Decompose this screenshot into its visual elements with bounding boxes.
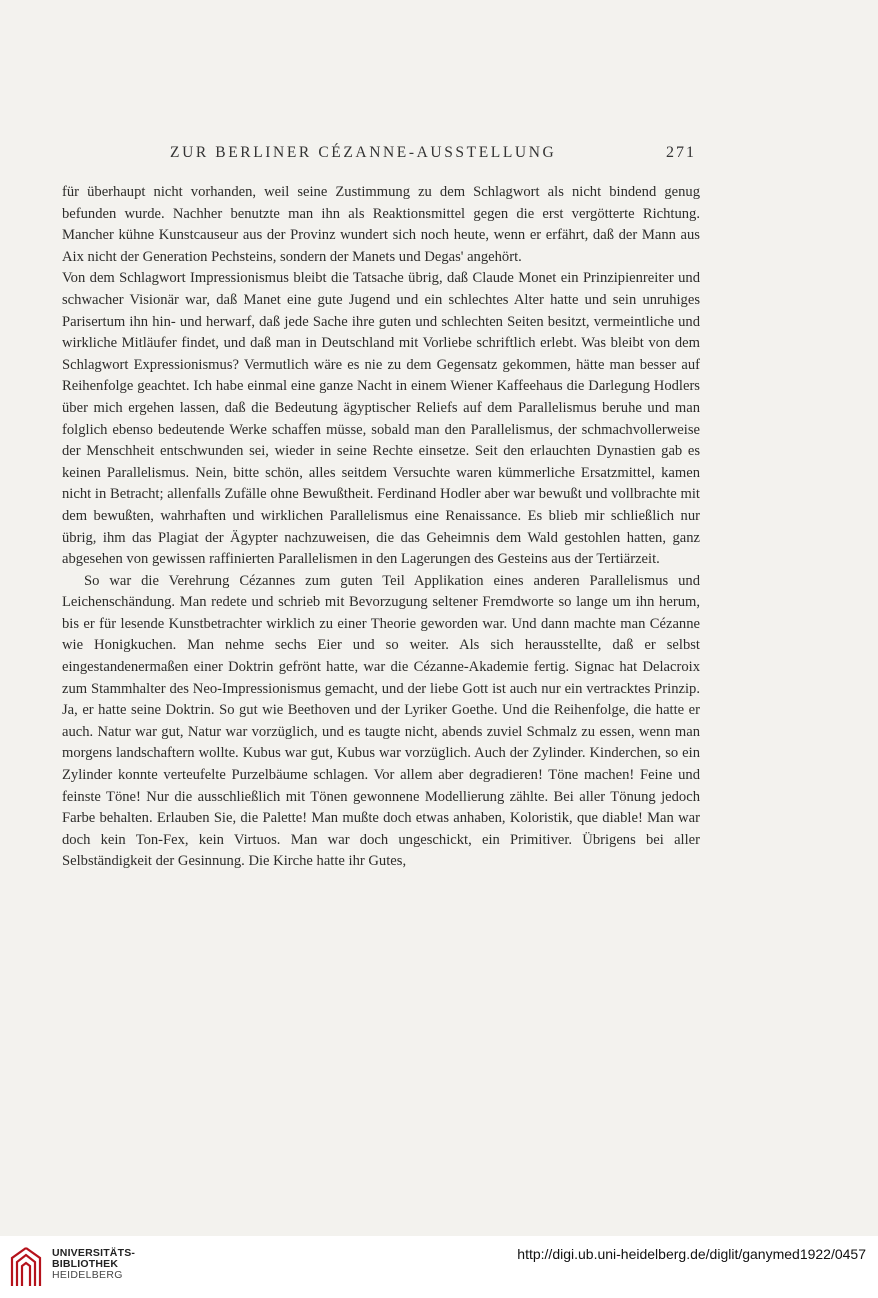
permalink-url[interactable]: http://digi.ub.uni-heidelberg.de/diglit/ganymed1922/0457 [517, 1246, 866, 1262]
page-number: 271 [666, 144, 696, 161]
library-name[interactable] [52, 1248, 135, 1281]
paragraph-1: für überhaupt nicht vorhanden, weil seine Zustimmung zu dem Schlagwort als nicht bindend genug befunden wurde. Nachher benutzte man ihn als Reaktionsmittel gegen die erst vergötterte Richtung. Mancher kühne Kunstcauseur aus der Provinz wundert sich noch heute, wenn er erfährt, daß der Mann aus Aix nicht der Generation Pechsteins, sondern der Manets und Degas' angehört. [62, 184, 700, 265]
paragraph-2: Von dem Schlagwort Impressionismus bleibt die Tatsache übrig, daß Claude Monet ein Prinzipienreiter und schwacher Visionär war, daß Manet eine gute Jugend und ein schlechtes Alter hatte und sein unruhiges Parisertum ihn hin- und herwarf, daß jede Sache ihre guten und schlechten Seiten besitzt, vermeintliche und wirkliche Mitläufer findet, und daß man in Deutschland mit Vorliebe schriftlich erlebt. Was bleibt von dem Schlagwort Expressionismus? Vermutlich wäre es nie zu dem Gegensatz gekommen, hätte man besser auf Reihenfolge geachtet. Ich habe einmal eine ganze Nacht in einem Wiener Kaffeehaus die Darlegung Hodlers über mich ergehen lassen, daß die Bedeutung ägyptischer Reliefs auf dem Parallelismus beruhe und man folglich ebenso bedeutende Werke schaffen müsse, sobald man den Parallelismus, der schmachvollerweise der Menschheit entschwunden sei, wieder in seine Rechte einsetze. Seit den erlauchten Dynastien gab es keinen Parallelismus. Nein, bitte schön, alles seitdem Versuchte waren kümmerliche Ersatzmittel, kamen nicht in Betracht; allenfalls Zufälle ohne Bewußtheit. Ferdinand Hodler aber war bewußt und vollbrachte mit dem bewußten, wahrhaften und wirklichen Parallelismus eine Renaissance. Es blieb mir schließlich nur übrig, ihm das Plagiat der Ägypter nachzuweisen, die das Geheimnis dem Wald gestohlen hatten, ganz abgesehen von gewissen raffinierten Parallelismen in den Lagerungen des Gesteins aus der Tertiärzeit. [62, 270, 700, 568]
heidelberg-library-logo-icon[interactable] [6, 1244, 46, 1290]
library-line-2: BIBLIOTHEK [52, 1258, 119, 1270]
library-line-1: UNIVERSITÄTS- [52, 1247, 136, 1259]
paragraph-3: So war die Verehrung Cézannes zum guten Teil Applikation eines anderen Parallelismus und Leichenschändung. Man redete und schrieb mit Bevorzugung seltener Fremdworte so lange um ihn herum, bis er für lesende Kunstbetrachter wirklich zu einer Theorie geworden war. Und dann machte man Cézanne wie Honigkuchen. Man nehme sechs Eier und so weiter. Als sich herausstellte, daß er selbst eingestandenermaßen einer Doktrin gefrönt hatte, war die Cézanne-Akademie fertig. Signac hat Delacroix zum Stammhalter des Neo-Impressionismus gemacht, und der liebe Gott ist auch nur ein vertracktes Prinzip. Ja, er hatte seine Doktrin. So gut wie Beethoven und der Lyriker Goethe. Und die Reihenfolge, die hatte er auch. Natur war gut, Natur war vorzüglich, und es taugte nicht, abends zuviel Schmalz zu essen, wenn man morgens landschaftern wollte. Kubus war gut, Kubus war vorzüglich. Auch der Zylinder. Kinderchen, so ein Zylinder konnte verteufelte Purzelbäume schlagen. Vor allem aber degradieren! Töne machen! Feine und feinste Töne! Nur die ausschließlich mit Tönen gewonnene Modellierung zählte. Bei aller Tönung jedoch Farbe behalten. Erlauben Sie, die Palette! Man mußte doch etwas anhaben, Koloristik, que diable! Man war doch kein Ton-Fex, kein Virtuos. Man war doch ungeschickt, ein Primitiver. Übrigens bei aller Selbständigkeit der Gesinnung. Die Kirche hatte ihr Gutes, [62, 572, 700, 870]
running-header [62, 144, 700, 166]
library-line-3: HEIDELBERG [52, 1269, 123, 1281]
viewer-footer [0, 1236, 878, 1298]
body-text [62, 182, 700, 873]
header-title: ZUR BERLINER CÉZANNE-AUSSTELLUNG [170, 144, 557, 161]
